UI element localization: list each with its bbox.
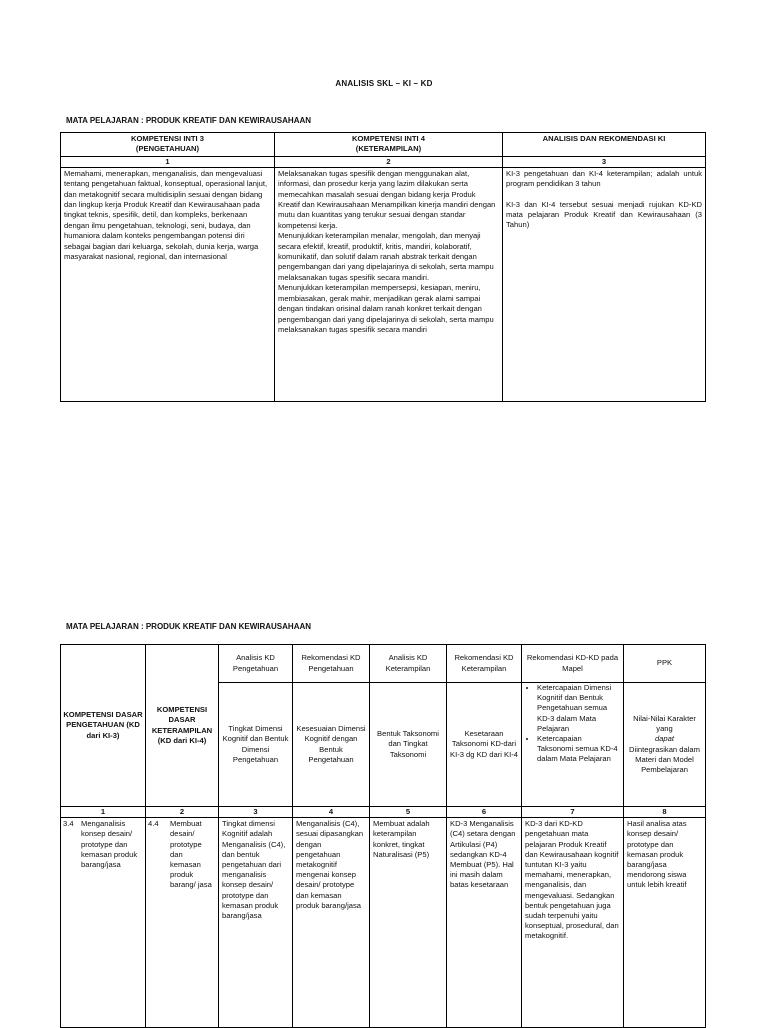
subheader-nilai-karakter bbox=[624, 683, 706, 807]
subheader-tingkat-dimensi: Tingkat Dimensi Kognitif dan Bentuk Dimensi Pengetahuan bbox=[219, 683, 293, 807]
header-rekomendasi-kd-pengetahuan: Rekomendasi KD Pengetahuan bbox=[293, 645, 370, 683]
column-number: 7 bbox=[522, 807, 624, 818]
ki-analysis-table bbox=[60, 132, 706, 402]
subheader-kesesuaian: Kesesuaian Dimensi Kognitif dengan Bentuk Pengetahuan bbox=[293, 683, 370, 807]
nilai-karakter-text: Diintegrasikan dalam Materi dan Model Pembelajaran bbox=[629, 744, 700, 774]
column-number: 3 bbox=[219, 807, 293, 818]
kd-entry bbox=[63, 819, 142, 870]
analisis-text bbox=[503, 167, 706, 401]
kd-text: Menganalisis konsep desain/ prototype dan kemasan produk barang/jasa bbox=[81, 819, 138, 870]
document-title: ANALISIS SKL – KI – KD bbox=[335, 79, 433, 88]
column-number: 2 bbox=[275, 156, 503, 167]
ki4-paragraph: Melaksanakan tugas spesifik dengan menggunakan alat, informasi, dan prosedur kerja yang lazim dilakukan serta memecahkan masalah sesuai dengan bidang kerja Produk Kreatif dan Kewirausahaan Menampilkan kinerja mandiri dengan mutu dan kuantitas yang terukur sesuai dengan standar kompetensi kerja. bbox=[278, 168, 496, 230]
nilai-karakter-italic: dapat bbox=[654, 734, 674, 744]
analisis-paragraph: KI-3 dan KI-4 tersebut sesuai menjadi rujukan KD-KD mata pelajaran Produk Kreatif dan Kewirausahaan (3 Tahun) bbox=[506, 199, 702, 230]
subheader-ketercapaian bbox=[522, 683, 624, 807]
kd-number: 4.4 bbox=[148, 819, 159, 829]
ki4-paragraph: Menunjukkan keterampilan menalar, mengolah, dan menyaji secara efektif, kreatif, produktif, kritis, mandiri, kolaboratif, komunikatif, dan solutif dalam ranah abstrak terkait dengan pengembangan dari yang dipelajarinya di sekolah, serta mampu melaksanakan tugas spesifik secara mandiri. bbox=[278, 231, 494, 282]
kd-entry bbox=[148, 819, 215, 890]
kd-number: 3.4 bbox=[63, 819, 74, 829]
rekomendasi-kd-pengetahuan-cell: Menganalisis (C4), sesuai dipasangkan dengan pengetahuan metakognitif mengenai konsep desain/ prototype dan kemasan produk barang/jasa bbox=[293, 818, 370, 1028]
subject-heading-1: MATA PELAJARAN : PRODUK KREATIF DAN KEWIRAUSAHAAN bbox=[66, 116, 312, 125]
bullet-list bbox=[525, 683, 620, 765]
kd-4-4-cell bbox=[146, 818, 219, 1028]
analisis-kd-pengetahuan-cell: Tingkat dimensi Kognitif adalah Menganalisis (C4), dan bentuk pengetahuan dari menganalisis konsep desain/ prototype dan kemasan produk barang/jasa bbox=[219, 818, 293, 1028]
analisis-kd-keterampilan-cell: Membuat adalah keterampilan konkret, tingkat Naturalisasi (P5) bbox=[370, 818, 447, 1028]
header-analisis-title: ANALISIS DAN REKOMENDASI KI bbox=[542, 134, 666, 143]
header-kd-keterampilan: KOMPETENSI DASAR KETERAMPILAN (KD dari KI-4) bbox=[146, 645, 219, 807]
column-number: 8 bbox=[624, 807, 706, 818]
rekomendasi-mapel-cell: KD-3 dari KD-KD pengetahuan mata pelajaran Produk Kreatif dan Kewirausahaan kognitif tuntutan KI-3 yaitu memahami, menerapkan, menganalisis, dan mengevaluasi. Sedangkan bentuk pengetahuan juga sudah terpenuhi yaitu konseptual, prosedural, dan metakognitif. bbox=[522, 818, 624, 1028]
rekomendasi-kd-keterampilan-cell: KD-3 Menganalisis (C4) setara dengan Artikulasi (P4) sedangkan KD-4 Membuat (P5). Hal ini masih dalam batas kesetaraan bbox=[447, 818, 522, 1028]
header-ki3-title: KOMPETENSI INTI 3 bbox=[131, 134, 204, 143]
kd-text: Membuat desain/ prototype dan kemasan produk barang/ jasa bbox=[170, 819, 212, 890]
header-rekomendasi-kd-keterampilan: Rekomendasi KD Keterampilan bbox=[447, 645, 522, 683]
header-ki4 bbox=[275, 133, 503, 157]
header-ki3-subtitle: (PENGETAHUAN) bbox=[135, 144, 200, 154]
column-number: 6 bbox=[447, 807, 522, 818]
header-ki4-title: KOMPETENSI INTI 4 bbox=[352, 134, 425, 143]
table-number-row bbox=[61, 156, 706, 167]
header-ki3 bbox=[61, 133, 275, 157]
table-row bbox=[61, 167, 706, 401]
column-number: 4 bbox=[293, 807, 370, 818]
ki4-paragraph: Menunjukkan keterampilan mempersepsi, kesiapan, meniru, membiasakan, gerak mahir, menjadikan gerak alami sampai dengan tindakan orisinal dalam ranah konkret terkait dengan pengembangan dari yang dipelajarinya di sekolah, serta mampu melaksanakan tugas spesifik secara mandiri bbox=[278, 283, 494, 334]
nilai-karakter-text: Nilai-Nilai Karakter yang bbox=[633, 713, 696, 734]
ppk-cell: Hasil analisa atas konsep desain/ prototype dan kemasan produk barang/jasa mendorong siswa untuk lebih kreatif bbox=[624, 818, 706, 1028]
header-rekomendasi-mapel: Rekomendasi KD-KD pada Mapel bbox=[522, 645, 624, 683]
analisis-paragraph: KI-3 pengetahuan dan KI-4 keterampilan; adalah untuk program pendidikan 3 tahun bbox=[506, 168, 702, 189]
header-ppk: PPK bbox=[624, 645, 706, 683]
subject-heading-2: MATA PELAJARAN : PRODUK KREATIF DAN KEWIRAUSAHAAN bbox=[66, 622, 312, 631]
header-analisis-kd-pengetahuan: Analisis KD Pengetahuan bbox=[219, 645, 293, 683]
header-ki4-subtitle: (KETERAMPILAN) bbox=[355, 144, 422, 154]
table-number-row bbox=[61, 807, 706, 818]
list-item: • Ketercapaian Dimensi Kognitif dan Bentuk Pengetahuan semua KD-3 dalam Mata Pelajaran bbox=[537, 683, 620, 734]
column-number: 1 bbox=[61, 156, 275, 167]
column-number: 5 bbox=[370, 807, 447, 818]
ki4-text bbox=[275, 167, 503, 401]
column-number: 3 bbox=[503, 156, 706, 167]
subheader-bentuk-taksonomi: Bentuk Taksonomi dan Tingkat Taksonomi bbox=[370, 683, 447, 807]
column-number: 2 bbox=[146, 807, 219, 818]
subheader-kesetaraan: Kesetaraan Taksonomi KD-dari KI-3 dg KD dari KI-4 bbox=[447, 683, 522, 807]
table-row bbox=[61, 818, 706, 1028]
list-item: • Ketercapaian Taksonomi semua KD-4 dalam Mata Pelajaran bbox=[537, 734, 620, 765]
ki3-text: Memahami, menerapkan, menganalisis, dan mengevaluasi tentang pengetahuan faktual, konseptual, operasional lanjut, dan metakognitif secara multidisiplin sesuai dengan bidang dan lingkup kerja Produk Kreatif dan Kewirausahaan pada tingkat teknis, spesifik, detil, dan kompleks, berkenaan dengan ilmu pengetahuan, teknologi, seni, budaya, dan humaniora dalam konteks pengembangan potensi diri sebagai bagian dari keluarga, sekolah, dunia kerja, warga masyarakat nasional, regional, dan internasional bbox=[61, 167, 275, 401]
table-header-row bbox=[61, 645, 706, 683]
kd-analysis-table bbox=[60, 644, 706, 1028]
kd-3-4-cell bbox=[61, 818, 146, 1028]
table-header-row bbox=[61, 133, 706, 157]
column-number: 1 bbox=[61, 807, 146, 818]
header-analisis-kd-keterampilan: Analisis KD Keterampilan bbox=[370, 645, 447, 683]
header-analisis bbox=[503, 133, 706, 157]
header-kd-pengetahuan: KOMPETENSI DASAR PENGETAHUAN (KD dari KI-3) bbox=[61, 645, 146, 807]
